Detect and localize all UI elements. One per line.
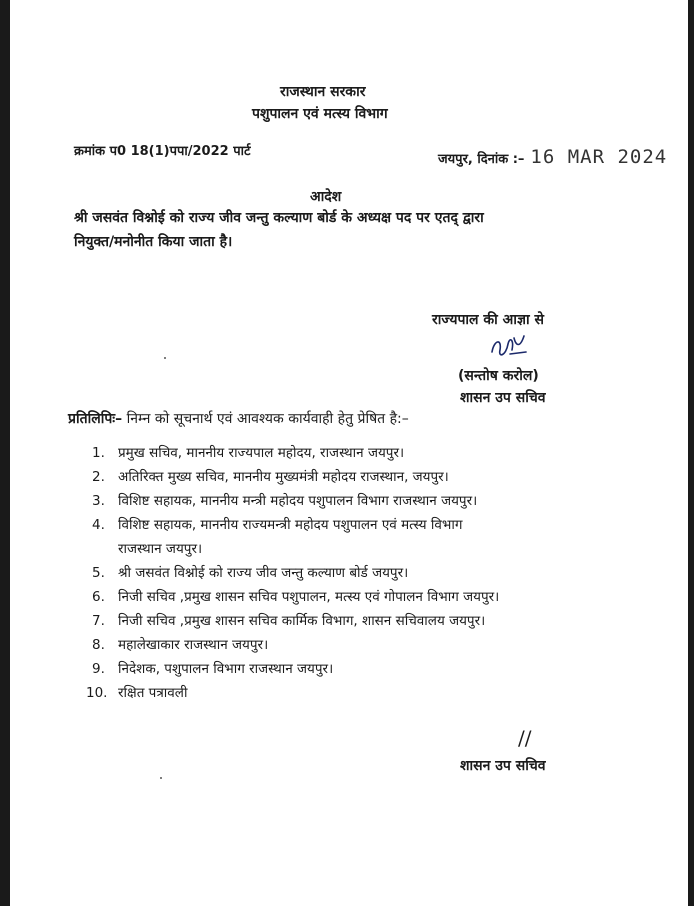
copy-intro (68, 409, 409, 428)
govt-heading: राजस्थान सरकार (280, 84, 366, 100)
list-item-number: 3. (92, 493, 105, 509)
order-title: आदेश (310, 189, 342, 205)
list-item-text: महालेखाकार राजस्थान जयपुर। (118, 637, 269, 653)
list-item-text: अतिरिक्त मुख्य सचिव, माननीय मुख्यमंत्री महोदय राजस्थान, जयपुर। (118, 469, 449, 485)
list-item-text: निदेशक, पशुपालन विभाग राजस्थान जयपुर। (118, 661, 334, 677)
document-page (10, 0, 688, 906)
list-item (92, 635, 268, 653)
list-item (92, 563, 408, 581)
list-item-text: विशिष्ट सहायक, माननीय मन्त्री महोदय पशुपालन विभाग राजस्थान जयपुर। (118, 493, 478, 509)
list-item-text: निजी सचिव ,प्रमुख शासन सचिव कार्मिक विभाग, शासन सचिवालय जयपुर। (118, 613, 486, 629)
initials-mark: // (518, 726, 532, 750)
list-item (92, 587, 499, 605)
scan-speck (164, 357, 166, 359)
list-item-number: 10. (86, 685, 108, 701)
list-item-text: विशिष्ट सहायक, माननीय राज्यमन्त्री महोदय पशुपालन एवं मत्स्य विभाग (118, 517, 463, 533)
copy-intro-text: निम्न को सूचनार्थ एवं आवश्यक कार्यवाही हेतु प्रेषित है:– (126, 411, 409, 427)
list-item (92, 443, 404, 461)
department-heading: पशुपालन एवं मत्स्य विभाग (252, 106, 388, 122)
signatory-designation: शासन उप सचिव (460, 390, 546, 406)
list-item (92, 491, 477, 509)
copy-label: प्रतिलिपिः– (68, 411, 123, 427)
signatory-name: (सन्तोष करोल) (458, 368, 539, 384)
list-item (86, 683, 187, 701)
list-item-number: 9. (92, 661, 105, 677)
reference-number: क्रमांक प0 18(1)पपा/2022 पार्ट (74, 144, 251, 159)
place-date (438, 146, 667, 168)
list-item-number: 8. (92, 637, 105, 653)
authority-line: राज्यपाल की आज्ञा से (432, 312, 544, 328)
place-date-label: जयपुर, दिनांक :– (438, 152, 525, 167)
list-item-text: निजी सचिव ,प्रमुख शासन सचिव पशुपालन, मत्स्य एवं गोपालन विभाग जयपुर। (118, 589, 500, 605)
list-item (92, 515, 462, 533)
footer-designation: शासन उप सचिव (460, 758, 546, 774)
scan-speck (160, 777, 162, 779)
order-text-line-2: नियुक्त/मनोनीत किया जाता है। (74, 234, 233, 250)
list-item (92, 467, 449, 485)
list-item-text: प्रमुख सचिव, माननीय राज्यपाल महोदय, राजस्थान जयपुर। (118, 445, 405, 461)
list-item-text: श्री जसवंत विश्नोई को राज्य जीव जन्तु कल्याण बोर्ड जयपुर। (118, 565, 409, 581)
order-text-line-1: श्री जसवंत विश्नोई को राज्य जीव जन्तु कल्याण बोर्ड के अध्यक्ष पद पर एतद् द्वारा (74, 210, 484, 226)
list-item-text: रक्षित पत्रावली (118, 685, 188, 701)
list-item (92, 611, 485, 629)
signature-icon (484, 330, 534, 366)
list-item (92, 659, 333, 677)
list-item-number: 1. (92, 445, 105, 461)
list-item-number: 7. (92, 613, 105, 629)
list-item-continuation: राजस्थान जयपुर। (118, 541, 203, 557)
list-item-number: 5. (92, 565, 105, 581)
list-item-number: 2. (92, 469, 105, 485)
list-item-number: 6. (92, 589, 105, 605)
date-stamp: 16 MAR 2024 (530, 146, 668, 168)
list-item-number: 4. (92, 517, 105, 533)
